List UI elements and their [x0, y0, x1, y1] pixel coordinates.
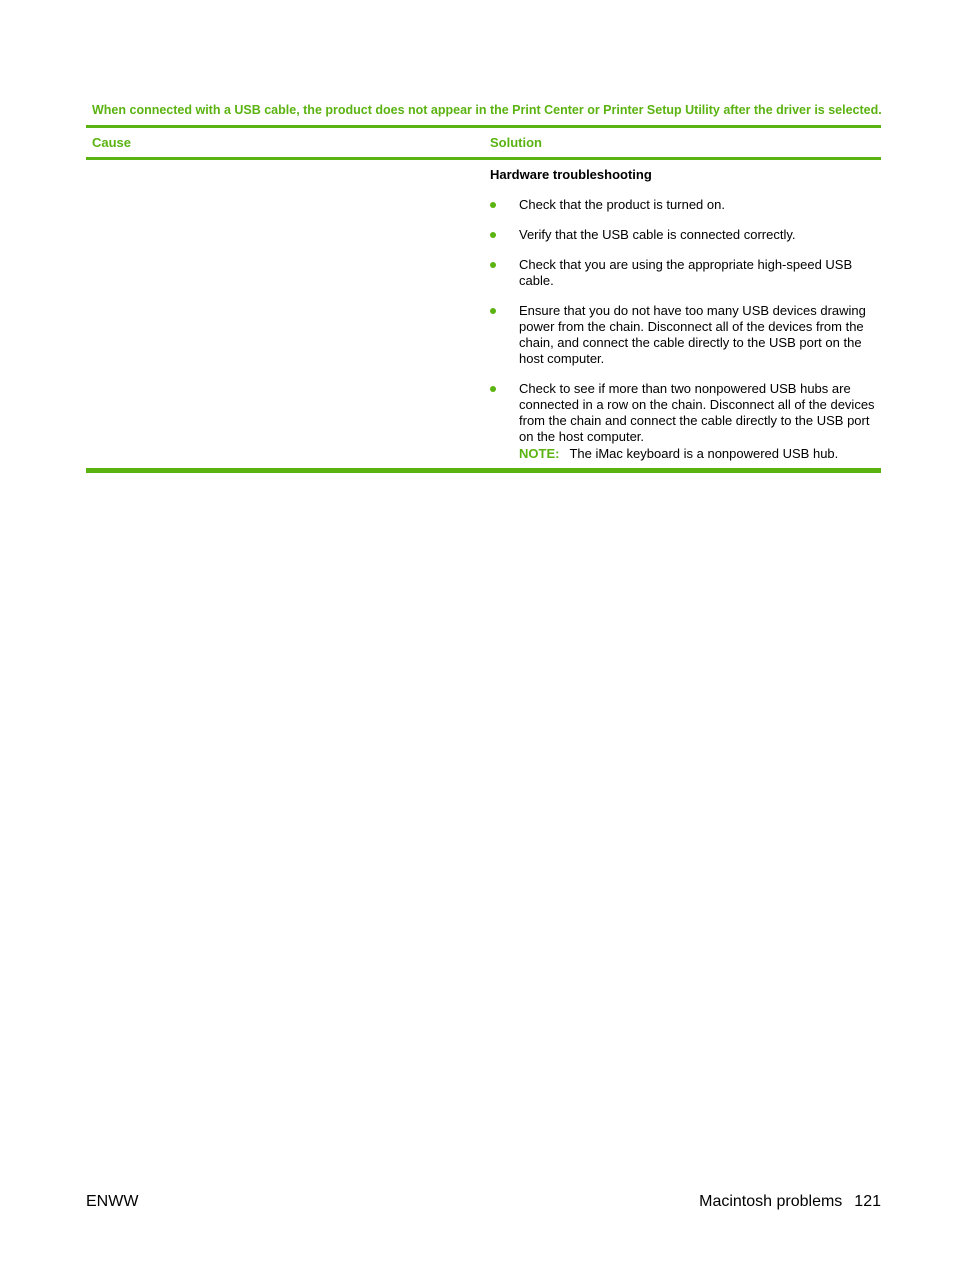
list-item [490, 257, 882, 289]
solution-list [490, 197, 882, 459]
list-item [490, 303, 882, 367]
list-item [490, 381, 882, 445]
bullet-icon [490, 386, 496, 392]
table-top-rule [86, 125, 881, 128]
solution-subheading: Hardware troubleshooting [490, 167, 652, 182]
column-header-cause: Cause [92, 135, 132, 150]
bullet-icon [490, 232, 496, 238]
list-item-text: Check that you are using the appropriate high-speed USB cable. [519, 257, 853, 288]
note-label: NOTE: [519, 446, 560, 461]
list-item-text: Ensure that you do not have too many USB devices drawing power from the chain. Disconnect all of the devices from the chain, and connect the cable directly to the USB port on the host computer. [519, 303, 866, 366]
footer-page-info [699, 1193, 881, 1211]
page-number: 121 [854, 1193, 881, 1210]
bullet-icon [490, 308, 496, 314]
footer-section-title: Macintosh problems [699, 1193, 843, 1210]
table-header-rule [86, 157, 881, 160]
column-header-solution: Solution [490, 135, 542, 150]
list-item [490, 197, 882, 213]
note [519, 446, 838, 461]
list-item-text: Check to see if more than two nonpowered USB hubs are connected in a row on the chain. Disconnect all of the devices from the chain and connect the cable directly to the USB port on the host computer. [519, 381, 875, 444]
footer-edition: ENWW [86, 1193, 139, 1210]
list-item-text: Verify that the USB cable is connected correctly. [519, 227, 796, 242]
list-item-text: Check that the product is turned on. [519, 197, 725, 212]
list-item [490, 227, 882, 243]
note-text: The iMac keyboard is a nonpowered USB hub. [569, 446, 839, 461]
bullet-icon [490, 262, 496, 268]
table-bottom-rule [86, 468, 881, 473]
section-heading: When connected with a USB cable, the product does not appear in the Print Center or Printer Setup Utility after the driver is selected. [92, 103, 882, 117]
bullet-icon [490, 202, 496, 208]
